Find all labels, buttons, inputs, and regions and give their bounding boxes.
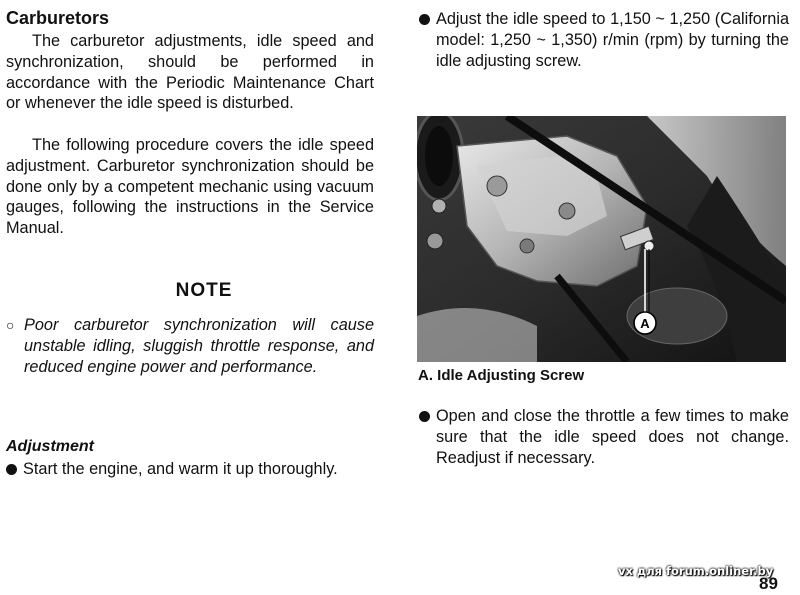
carburetor-photo — [417, 116, 786, 362]
bullet-icon — [419, 14, 430, 25]
step-text: Open and close the throttle a few times to make sure that the idle speed does not change. Readjust if necessary. — [436, 407, 789, 467]
note-heading: NOTE — [175, 280, 233, 301]
step-text: Start the engine, and warm it up thoroughly. — [23, 460, 338, 478]
page-number: 89 — [759, 574, 778, 593]
step-adjust-idle — [419, 9, 789, 71]
adjustment-heading: Adjustment — [6, 438, 94, 455]
note-text: Poor carburetor synchronization will cause unstable idling, sluggish throttle response, and reduced engine power and performance. — [24, 316, 374, 376]
intro-paragraph: The carburetor adjustments, idle speed and synchronization, should be performed in accordance with the Periodic Maintenance Chart or whenever the idle speed is disturbed. — [6, 32, 374, 113]
procedure-paragraph: The following procedure covers the idle speed adjustment. Carburetor synchronization should be done only by a competent mechanic using vacuum gauges, following the instructions in the Service Manual. — [6, 136, 374, 238]
callout-label: A — [640, 316, 650, 331]
note-item — [6, 315, 374, 377]
section-title: Carburetors — [6, 8, 110, 28]
step-open-throttle — [419, 406, 789, 468]
step-start-engine — [6, 459, 374, 480]
carburetor-illustration — [417, 116, 786, 362]
bullet-icon — [6, 464, 17, 475]
step-text: Adjust the idle speed to 1,150 ~ 1,250 (California model: 1,250 ~ 1,350) r/min (rpm) by turning the idle adjusting screw. — [436, 10, 789, 70]
note-circle-marker-icon: ○ — [6, 317, 15, 333]
figure-caption: A. Idle Adjusting Screw — [418, 367, 585, 384]
watermark: vx для forum.onliner.by — [618, 564, 774, 578]
bullet-icon — [419, 411, 430, 422]
